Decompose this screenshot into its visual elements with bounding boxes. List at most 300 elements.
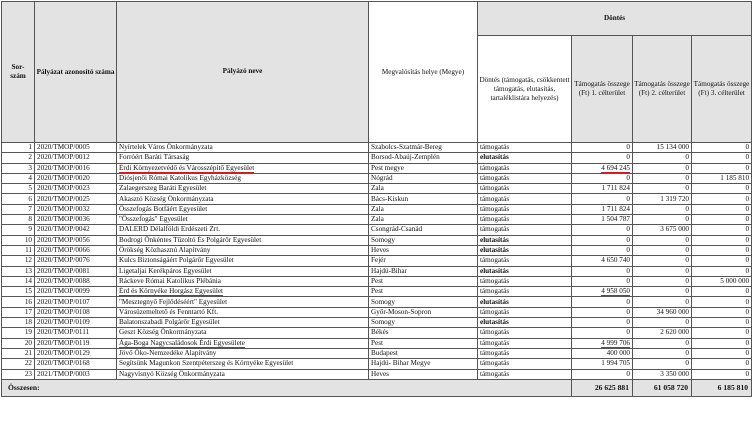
amount-celterulet-1-text: 0 <box>626 369 630 378</box>
amount-celterulet-2 <box>633 143 692 153</box>
applicant-name <box>117 287 369 297</box>
decision-text: támogatás <box>480 307 510 316</box>
amount-celterulet-2-text: 3 350 000 <box>660 369 689 378</box>
applicant-name-text: Nagyvisnyó Község Önkormányzata <box>119 369 225 378</box>
amount-celterulet-2-text: 0 <box>685 297 689 306</box>
row-number <box>2 235 35 245</box>
row-number-text: 2 <box>28 153 32 162</box>
decision-text: támogatás <box>480 328 510 337</box>
amount-celterulet-1 <box>572 307 633 317</box>
amount-celterulet-2-text: 0 <box>685 215 689 224</box>
applicant-name <box>117 359 369 369</box>
decision <box>478 297 572 307</box>
amount-celterulet-2 <box>633 256 692 266</box>
application-id-text: 2021/TMOP/0003 <box>37 369 90 378</box>
amount-celterulet-3-text: 0 <box>745 297 750 306</box>
decision <box>478 256 572 266</box>
decision <box>478 328 572 338</box>
decision <box>478 225 572 235</box>
row-number-text: 8 <box>28 215 32 224</box>
table-row <box>2 215 752 225</box>
header-dontes: Döntés (támogatás, csökkentett támogatás, elutasítás, tartaléklistára helyezés) <box>478 36 572 143</box>
implementation-place <box>369 318 478 328</box>
application-id-text: 2020/TMOP/0107 <box>37 297 90 306</box>
row-number-text: 16 <box>24 297 32 306</box>
applicant-name <box>117 276 369 286</box>
applicant-name-text: Érdi Környezetvédő és Városszépítő Egyesület <box>119 163 255 172</box>
decision <box>478 359 572 369</box>
implementation-place-text: Somogy <box>371 235 395 244</box>
amount-celterulet-2-text: 0 <box>685 235 689 244</box>
application-id-text: 2020/TMOP/0129 <box>37 348 90 357</box>
applicant-name-text: Városüzemeltető és Fenntartó Kft. <box>119 307 218 316</box>
implementation-place-text: Zala <box>371 204 384 213</box>
implementation-place <box>369 204 478 214</box>
amount-celterulet-3 <box>692 276 752 286</box>
row-number-text: 10 <box>24 235 32 244</box>
amount-celterulet-1 <box>572 318 633 328</box>
amount-celterulet-2 <box>633 369 692 379</box>
applicant-name <box>117 184 369 194</box>
applicant-name <box>117 163 369 173</box>
table-row <box>2 235 752 245</box>
amount-celterulet-3 <box>692 307 752 317</box>
amount-celterulet-3-text: 0 <box>745 359 750 368</box>
decision <box>478 194 572 204</box>
table-row <box>2 348 752 358</box>
applicant-name-text: Örökség Közhasznú Alapítvány <box>119 246 211 255</box>
table-row <box>2 173 752 183</box>
implementation-place <box>369 287 478 297</box>
amount-celterulet-1 <box>572 235 633 245</box>
amount-celterulet-1 <box>572 184 633 194</box>
row-number-text: 23 <box>24 369 32 378</box>
amount-celterulet-1-text: 4 694 245 <box>601 163 630 172</box>
application-id-text: 2020/TMOP/0108 <box>37 307 90 316</box>
amount-celterulet-1 <box>572 153 633 163</box>
row-number-text: 6 <box>28 194 32 203</box>
decision <box>478 276 572 286</box>
applicant-name-text: DALERD Délalföldi Erdészeti Zrt. <box>119 225 220 234</box>
applicant-name-text: Bodrogi Önkéntes Tűzoltó És Polgárőr Egyesület <box>119 235 262 244</box>
application-id-text: 2020/TMOP/0109 <box>37 318 90 327</box>
applicant-name-text: Geszt Község Önkormányzata <box>119 328 207 337</box>
row-number <box>2 328 35 338</box>
table-row <box>2 194 752 204</box>
header-azonosito: Pályázat azonosító száma <box>35 2 117 143</box>
row-number <box>2 276 35 286</box>
amount-celterulet-3-text: 0 <box>745 266 750 275</box>
amount-celterulet-3 <box>692 225 752 235</box>
decision <box>478 287 572 297</box>
implementation-place <box>369 266 478 276</box>
header-sorszam <box>2 2 35 143</box>
implementation-place-text: Pest <box>371 287 383 296</box>
amount-celterulet-3 <box>692 297 752 307</box>
application-id <box>35 297 117 307</box>
application-id <box>35 287 117 297</box>
applicant-name <box>117 369 369 379</box>
row-number <box>2 297 35 307</box>
implementation-place <box>369 297 478 307</box>
amount-celterulet-2 <box>633 173 692 183</box>
amount-celterulet-1 <box>572 163 633 173</box>
decision <box>478 153 572 163</box>
amount-celterulet-2-text: 0 <box>685 318 689 327</box>
applicant-name-text: Ligetaljai Kerékpáros Egyesület <box>119 266 212 275</box>
application-id-text: 2020/TMOP/0023 <box>37 184 90 193</box>
amount-celterulet-2 <box>633 215 692 225</box>
amount-celterulet-2 <box>633 328 692 338</box>
amount-celterulet-3-text: 0 <box>745 338 750 347</box>
application-id <box>35 318 117 328</box>
amount-celterulet-3-text: 1 185 810 <box>720 173 750 182</box>
applicant-name <box>117 297 369 307</box>
amount-celterulet-2-text: 1 319 720 <box>660 194 689 203</box>
amount-celterulet-2 <box>633 225 692 235</box>
implementation-place <box>369 225 478 235</box>
implementation-place <box>369 359 478 369</box>
implementation-place-text: Békés <box>371 328 389 337</box>
amount-celterulet-3-text: 5 000 000 <box>720 276 750 285</box>
row-number-text: 5 <box>28 184 32 193</box>
application-id <box>35 359 117 369</box>
amount-celterulet-1 <box>572 245 633 255</box>
row-number <box>2 307 35 317</box>
decision-text: támogatás <box>480 194 510 203</box>
decision <box>478 184 572 194</box>
decision-text: támogatás <box>480 287 510 296</box>
amount-celterulet-2-text: 0 <box>685 276 689 285</box>
implementation-place <box>369 194 478 204</box>
amount-celterulet-3 <box>692 194 752 204</box>
amount-celterulet-1-text: 1 994 705 <box>601 359 630 368</box>
implementation-place <box>369 163 478 173</box>
decision-text: támogatás <box>480 184 510 193</box>
decision-text: támogatás <box>480 348 510 357</box>
amount-celterulet-3 <box>692 245 752 255</box>
applicant-name-text: Jövő Öko-Nemzedéke Alapítvány <box>119 348 217 357</box>
applicant-name <box>117 266 369 276</box>
total-celterulet-3: 6 185 810 <box>692 379 752 396</box>
applicant-name <box>117 338 369 348</box>
amount-celterulet-1-text: 0 <box>626 225 630 234</box>
row-number-text: 19 <box>24 328 32 337</box>
row-number-text: 22 <box>24 359 32 368</box>
amount-celterulet-3-text: 0 <box>745 204 750 213</box>
amount-celterulet-2-text: 0 <box>685 359 689 368</box>
decision-text: támogatás <box>480 173 510 182</box>
amount-celterulet-2-text: 0 <box>685 163 689 172</box>
table-row <box>2 143 752 153</box>
application-id-text: 2020/TMOP/0076 <box>37 256 90 265</box>
row-number-text: 9 <box>28 225 32 234</box>
amount-celterulet-1 <box>572 194 633 204</box>
table-row <box>2 338 752 348</box>
row-number-text: 17 <box>24 307 32 316</box>
application-id-text: 2020/TMOP/0012 <box>37 153 90 162</box>
row-number <box>2 215 35 225</box>
amount-celterulet-2 <box>633 184 692 194</box>
amount-celterulet-2-text: 0 <box>685 348 689 357</box>
table-row <box>2 245 752 255</box>
implementation-place-text: Zala <box>371 215 384 224</box>
implementation-place-text: Zala <box>371 184 384 193</box>
header-dontes-group: Döntés <box>478 2 752 36</box>
amount-celterulet-1-text: 4 650 740 <box>601 256 630 265</box>
implementation-place-text: Pest <box>371 276 383 285</box>
application-id <box>35 184 117 194</box>
application-id-text: 2020/TMOP/0066 <box>37 246 90 255</box>
decision-text: elutasítás <box>480 266 509 275</box>
amount-celterulet-1-text: 4 999 706 <box>601 338 630 347</box>
amount-celterulet-1-text: 400 000 <box>606 348 630 357</box>
application-id <box>35 266 117 276</box>
amount-celterulet-3 <box>692 153 752 163</box>
totals-row <box>2 379 752 396</box>
implementation-place <box>369 173 478 183</box>
amount-celterulet-2 <box>633 235 692 245</box>
row-number-text: 3 <box>28 163 32 172</box>
application-id-text: 2020/TMOP/0042 <box>37 225 90 234</box>
amount-celterulet-2-text: 0 <box>685 173 689 182</box>
application-id <box>35 348 117 358</box>
amount-celterulet-1-text: 0 <box>626 235 630 244</box>
applicant-name <box>117 318 369 328</box>
implementation-place <box>369 215 478 225</box>
decision-text: támogatás <box>480 225 510 234</box>
implementation-place-text: Heves <box>371 369 389 378</box>
amount-celterulet-1 <box>572 143 633 153</box>
implementation-place-text: Hajdú- Bihar Megye <box>371 359 431 368</box>
decision <box>478 204 572 214</box>
table-row <box>2 369 752 379</box>
amount-celterulet-2 <box>633 245 692 255</box>
applicant-name <box>117 328 369 338</box>
amount-celterulet-3-text: 0 <box>745 307 750 316</box>
amount-celterulet-1-text: 1 504 787 <box>601 215 630 224</box>
table-row <box>2 328 752 338</box>
row-number <box>2 266 35 276</box>
amount-celterulet-2 <box>633 297 692 307</box>
grant-decision-table <box>1 1 752 397</box>
row-number <box>2 369 35 379</box>
implementation-place-text: Győr-Moson-Sopron <box>371 307 432 316</box>
amount-celterulet-3 <box>692 318 752 328</box>
amount-celterulet-2 <box>633 338 692 348</box>
table-row <box>2 266 752 276</box>
amount-celterulet-3 <box>692 184 752 194</box>
row-number-text: 13 <box>24 266 32 275</box>
applicant-name-text: Segítsünk Magunkon Szentpéterszeg és Környéke Egyesület <box>119 359 294 368</box>
implementation-place-text: Budapest <box>371 348 398 357</box>
amount-celterulet-2-text: 0 <box>685 184 689 193</box>
amount-celterulet-1 <box>572 266 633 276</box>
amount-celterulet-2 <box>633 153 692 163</box>
decision-text: elutasítás <box>480 235 509 244</box>
row-number-text: 7 <box>28 204 32 213</box>
application-id <box>35 194 117 204</box>
amount-celterulet-3 <box>692 338 752 348</box>
implementation-place-text: Heves <box>371 246 389 255</box>
total-celterulet-1: 26 625 881 <box>572 379 633 396</box>
amount-celterulet-3 <box>692 287 752 297</box>
row-number-text: 4 <box>28 173 32 182</box>
decision-text: elutasítás <box>480 246 509 255</box>
applicant-name <box>117 245 369 255</box>
amount-celterulet-3-text: 0 <box>745 184 750 193</box>
amount-celterulet-2-text: 0 <box>685 287 689 296</box>
amount-celterulet-2 <box>633 204 692 214</box>
implementation-place <box>369 245 478 255</box>
row-number <box>2 173 35 183</box>
amount-celterulet-1 <box>572 276 633 286</box>
decision <box>478 143 572 153</box>
amount-celterulet-1-text: 0 <box>626 328 630 337</box>
decision <box>478 318 572 328</box>
decision-text: támogatás <box>480 204 510 213</box>
table-row <box>2 184 752 194</box>
amount-celterulet-2 <box>633 348 692 358</box>
amount-celterulet-3 <box>692 163 752 173</box>
amount-celterulet-1-text: 0 <box>626 297 630 306</box>
applicant-name <box>117 215 369 225</box>
applicant-name-text: Ráckeve Római Katolikus Plébánia <box>119 276 221 285</box>
amount-celterulet-3-text: 0 <box>745 328 750 337</box>
amount-celterulet-2-text: 0 <box>685 266 689 275</box>
decision-text: támogatás <box>480 143 510 152</box>
decision <box>478 245 572 255</box>
amount-celterulet-3-text: 0 <box>745 256 750 265</box>
amount-celterulet-3 <box>692 359 752 369</box>
implementation-place <box>369 328 478 338</box>
applicant-name-text: Ága-Boga Nagycsaládosok Érdi Egyesülete <box>119 338 245 347</box>
row-number-text: 20 <box>24 338 32 347</box>
amount-celterulet-1 <box>572 225 633 235</box>
amount-celterulet-1 <box>572 328 633 338</box>
header-palyazo: Pályázó neve <box>117 2 369 143</box>
application-id-text: 2020/TMOP/0036 <box>37 215 90 224</box>
application-id <box>35 235 117 245</box>
applicant-name <box>117 307 369 317</box>
amount-celterulet-2-text: 0 <box>685 246 689 255</box>
amount-celterulet-2-text: 0 <box>685 153 689 162</box>
amount-celterulet-1-text: 0 <box>626 307 630 316</box>
amount-celterulet-2-text: 2 620 000 <box>660 328 689 337</box>
table-row <box>2 225 752 235</box>
amount-celterulet-1-text: 0 <box>626 318 630 327</box>
amount-celterulet-2 <box>633 163 692 173</box>
implementation-place-text: Nógrád <box>371 173 393 182</box>
applicant-name <box>117 348 369 358</box>
amount-celterulet-3 <box>692 256 752 266</box>
implementation-place <box>369 276 478 286</box>
decision <box>478 307 572 317</box>
applicant-name <box>117 225 369 235</box>
amount-celterulet-2-text: 3 675 000 <box>660 225 689 234</box>
amount-celterulet-2 <box>633 194 692 204</box>
application-id <box>35 307 117 317</box>
total-celterulet-2: 61 058 720 <box>633 379 692 396</box>
implementation-place <box>369 369 478 379</box>
decision <box>478 266 572 276</box>
row-number-text: 21 <box>24 348 32 357</box>
application-id <box>35 153 117 163</box>
row-number <box>2 204 35 214</box>
amount-celterulet-1 <box>572 297 633 307</box>
applicant-name-text: Akasztó Község Önkormányzata <box>119 194 214 203</box>
applicant-name <box>117 235 369 245</box>
amount-celterulet-1-text: 0 <box>626 276 630 285</box>
decision-text: támogatás <box>480 276 510 285</box>
amount-celterulet-2-text: 15 134 000 <box>656 143 689 152</box>
implementation-place <box>369 256 478 266</box>
table-row <box>2 204 752 214</box>
row-number <box>2 184 35 194</box>
amount-celterulet-1-text: 0 <box>626 143 630 152</box>
amount-celterulet-3-text: 0 <box>745 246 750 255</box>
implementation-place-text: Szabolcs-Szatmár-Bereg <box>371 143 442 152</box>
row-number-text: 15 <box>24 287 32 296</box>
application-id <box>35 143 117 153</box>
header-celterulet-3: Támogatás összege (Ft) 3. célterület <box>692 36 752 143</box>
table-row <box>2 163 752 173</box>
amount-celterulet-2 <box>633 266 692 276</box>
amount-celterulet-2-text: 0 <box>685 338 689 347</box>
amount-celterulet-3 <box>692 173 752 183</box>
implementation-place <box>369 348 478 358</box>
application-id <box>35 225 117 235</box>
row-number <box>2 359 35 369</box>
amount-celterulet-3-text: 0 <box>745 194 750 203</box>
amount-celterulet-3 <box>692 204 752 214</box>
amount-celterulet-3 <box>692 348 752 358</box>
applicant-name <box>117 204 369 214</box>
applicant-name-text: Diósjenői Római Katolikus Egyházközség <box>119 173 241 182</box>
application-id-text: 2020/TMOP/0005 <box>37 143 90 152</box>
application-id-text: 2020/TMOP/0016 <box>37 163 90 172</box>
decision-text: támogatás <box>480 369 510 378</box>
amount-celterulet-2 <box>633 359 692 369</box>
applicant-name-text: Balatonszabadi Polgárőr Egyesület <box>119 318 220 327</box>
row-number <box>2 143 35 153</box>
amount-celterulet-3-text: 0 <box>745 153 750 162</box>
decision-text: elutasítás <box>480 318 509 327</box>
application-id <box>35 245 117 255</box>
implementation-place <box>369 338 478 348</box>
application-id-text: 2020/TMOP/0099 <box>37 287 90 296</box>
row-number <box>2 256 35 266</box>
application-id <box>35 369 117 379</box>
amount-celterulet-3-text: 0 <box>745 287 750 296</box>
amount-celterulet-2 <box>633 318 692 328</box>
applicant-name-text: Nyírtelek Város Önkormányzata <box>119 143 213 152</box>
implementation-place-text: Fejér <box>371 256 386 265</box>
decision <box>478 215 572 225</box>
amount-celterulet-2 <box>633 307 692 317</box>
application-id <box>35 163 117 173</box>
amount-celterulet-1 <box>572 215 633 225</box>
amount-celterulet-1 <box>572 256 633 266</box>
applicant-name-text: Összefogás Botfáért Egyesület <box>119 204 208 213</box>
applicant-name-text: "Mesztegnyő Fejlődéséért" Egyesület <box>119 297 228 306</box>
amount-celterulet-1 <box>572 369 633 379</box>
implementation-place-text: Somogy <box>371 318 395 327</box>
decision <box>478 235 572 245</box>
implementation-place <box>369 143 478 153</box>
application-id-text: 2020/TMOP/0056 <box>37 235 90 244</box>
totals-label: Összesen: <box>2 379 572 396</box>
